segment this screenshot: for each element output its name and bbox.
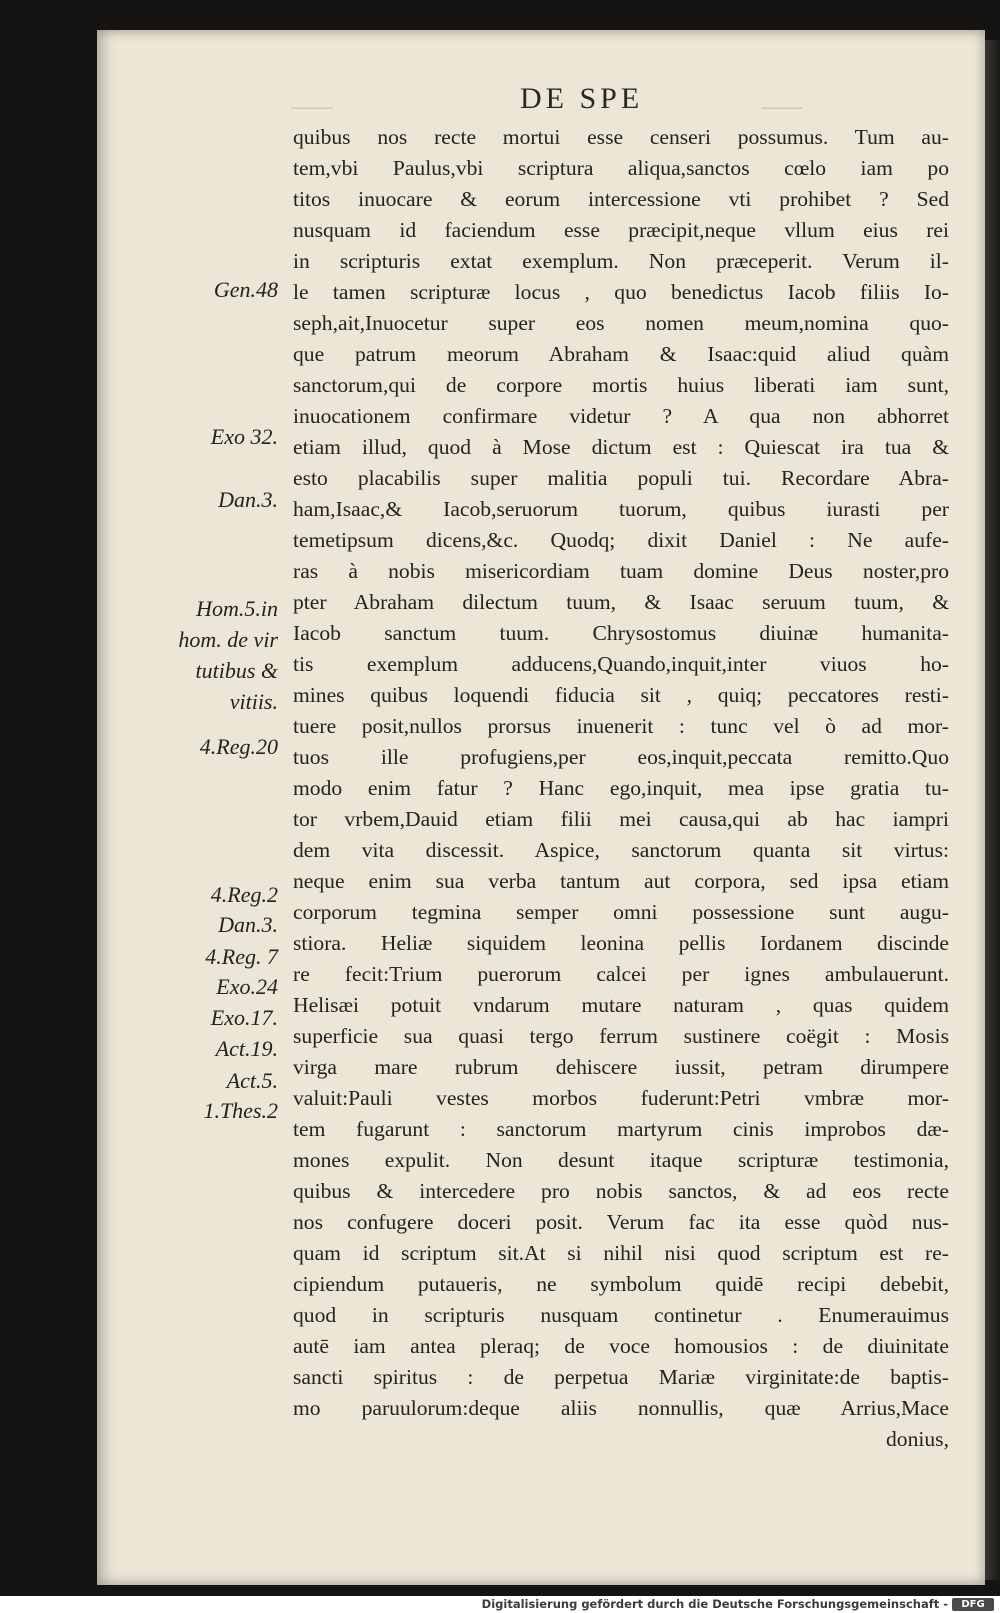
- running-head: DE SPE: [520, 82, 644, 115]
- margin-reference: Act.5.: [226, 1068, 278, 1093]
- margin-reference: 4.Reg.2: [210, 882, 278, 907]
- margin-reference: Act.19.: [215, 1036, 278, 1061]
- text-line: valuit:Pauli vestes morbos fuderunt:Petri vmbræ mor-: [293, 1086, 949, 1110]
- footer-bar: [0, 1596, 1000, 1613]
- text-line: dem vita discessit. Aspice, sanctorum quanta sit virtus:: [293, 838, 949, 862]
- text-line: nos confugere doceri posit. Verum fac ita esse quòd nus-: [293, 1210, 949, 1234]
- text-line: sancti spiritus : de perpetua Mariæ virginitate:de baptis-: [293, 1365, 949, 1389]
- text-line: quibus & intercedere pro nobis sanctos, & ad eos recte: [293, 1179, 949, 1203]
- bleed-through-mark: ⸺: [760, 92, 807, 121]
- margin-reference: Dan.3.: [218, 912, 278, 937]
- dfg-logo: DFG: [952, 1598, 994, 1611]
- margin-reference: Dan.3.: [218, 487, 278, 512]
- text-line: autē iam antea pleraq; de voce homousios : de diuinitate: [293, 1334, 949, 1358]
- text-line: esto placabilis super malitia populi tui. Recordare Abra-: [293, 466, 949, 490]
- page-edge: [985, 40, 1000, 1580]
- text-line: Helisæi potuit vndarum mutare naturam , quas quidem: [293, 993, 949, 1017]
- text-line: seph,ait,Inuocetur super eos nomen meum,nomina quo-: [293, 311, 949, 335]
- bleed-through-mark: ⸺: [290, 92, 337, 121]
- text-line: virga mare rubrum dehiscere iussit, petram dirumpere: [293, 1055, 949, 1079]
- text-line: mones expulit. Non desunt itaque scripturæ testimonia,: [293, 1148, 949, 1172]
- text-line: tuere posit,nullos prorsus inuenerit : tunc vel ò ad mor-: [293, 714, 949, 738]
- margin-reference: Exo.17.: [210, 1005, 278, 1030]
- text-line: re fecit:Trium puerorum calcei per ignes ambulauerunt.: [293, 962, 949, 986]
- text-line: temetipsum dicens,&c. Quodq; dixit Daniel : Ne aufe-: [293, 528, 949, 552]
- text-line: corporum tegmina semper omni possessione sunt augu-: [293, 900, 949, 924]
- margin-reference: vitiis.: [229, 689, 278, 714]
- text-line: etiam illud, quod à Mose dictum est : Quiescat ira tua &: [293, 435, 949, 459]
- text-line: stiora. Heliæ siquidem leonina pellis Iordanem discinde: [293, 931, 949, 955]
- text-line: quibus nos recte mortui esse censeri possumus. Tum au-: [293, 125, 949, 149]
- text-line: mines quibus loquendi fiducia sit , quiq; peccatores resti-: [293, 683, 949, 707]
- text-line: pter Abraham dilectum tuum, & Isaac seruum tuum, &: [293, 590, 949, 614]
- text-line: Iacob sanctum tuum. Chrysostomus diuinæ humanita-: [293, 621, 949, 645]
- margin-reference: Hom.5.in: [196, 596, 278, 621]
- text-line: tor vrbem,Dauid etiam filii mei causa,qui ab hac iampri: [293, 807, 949, 831]
- funding-credit: Digitalisierung gefördert durch die Deutsche Forschungsgemeinschaft -: [481, 1597, 948, 1611]
- catchword: donius,: [886, 1427, 949, 1451]
- text-line: in scripturis extat exemplum. Non præceperit. Verum il-: [293, 249, 949, 273]
- text-line: nusquam id faciendum esse præcipit,neque vllum eius rei: [293, 218, 949, 242]
- main-text: [293, 122, 949, 1455]
- margin-reference: Gen.48: [213, 277, 278, 302]
- text-line: neque enim sua verba tantum aut corpora, sed ipsa etiam: [293, 869, 949, 893]
- text-line: quod in scripturis nusquam continetur . Enumerauimus: [293, 1303, 949, 1327]
- text-line: sanctorum,qui de corpore mortis huius liberati iam sunt,: [293, 373, 949, 397]
- text-line: quam id scriptum sit.At si nihil nisi quod scriptum est re-: [293, 1241, 949, 1265]
- margin-reference: Exo.24: [216, 974, 278, 999]
- text-line: tuos ille profugiens,per eos,inquit,peccata remitto.Quo: [293, 745, 949, 769]
- margin-reference: Exo 32.: [210, 424, 278, 449]
- text-line: modo enim fatur ? Hanc ego,inquit, mea ipse gratia tu-: [293, 776, 949, 800]
- text-line: inuocationem confirmare videtur ? A qua non abhorret: [293, 404, 949, 428]
- text-line: ham,Isaac,& Iacob,seruorum tuorum, quibus iurasti per: [293, 497, 949, 521]
- margin-reference: 4.Reg.20: [199, 734, 278, 759]
- text-line: ras à nobis misericordiam tuam domine Deus noster,pro: [293, 559, 949, 583]
- text-line: tis exemplum adducens,Quando,inquit,inter viuos ho-: [293, 652, 949, 676]
- margin-reference: tutibus &: [195, 658, 278, 683]
- margin-reference: 4.Reg. 7: [205, 944, 278, 969]
- text-line: titos inuocare & eorum intercessione vti prohibet ? Sed: [293, 187, 949, 211]
- text-line: cipiendum putaueris, ne symbolum quidē recipi debebit,: [293, 1272, 949, 1296]
- text-line: mo paruulorum:deque aliis nonnullis, quæ Arrius,Mace: [293, 1396, 949, 1420]
- margin-reference: 1.Thes.2: [203, 1098, 278, 1123]
- text-line: le tamen scripturæ locus , quo benedictus Iacob filiis Io-: [293, 280, 949, 304]
- text-line: tem fugarunt : sanctorum martyrum cinis improbos dæ-: [293, 1117, 949, 1141]
- text-line: tem,vbi Paulus,vbi scriptura aliqua,sanctos cœlo iam po: [293, 156, 949, 180]
- text-line: que patrum meorum Abraham & Isaac:quid aliud quàm: [293, 342, 949, 366]
- margin-reference: hom. de vir: [178, 627, 278, 652]
- text-line: superficie sua quasi tergo ferrum sustinere coëgit : Mosis: [293, 1024, 949, 1048]
